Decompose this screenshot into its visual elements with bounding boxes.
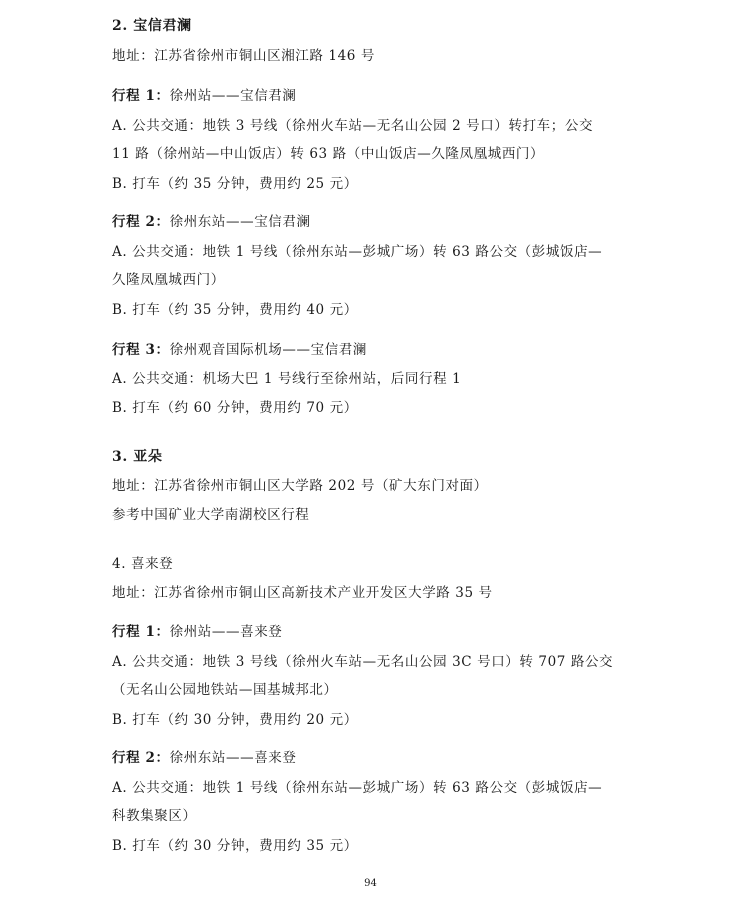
route-line: 11 路（徐州站—中山饭店）转 63 路（中山饭店—久隆凤凰城西门） xyxy=(112,146,545,162)
route-heading xyxy=(112,213,652,231)
section-heading-baoxin: 2. 宝信君澜 xyxy=(112,18,192,34)
route-name: 徐州站——宝信君澜 xyxy=(169,88,297,104)
route-name: 徐州东站——宝信君澜 xyxy=(169,214,311,230)
route-heading xyxy=(112,623,652,641)
route-line: A. 公共交通：地铁 3 号线（徐州火车站—无名山公园 2 号口）转打车；公交 xyxy=(112,118,594,134)
route-name: 徐州观音国际机场——宝信君澜 xyxy=(169,342,367,358)
route-line: 久隆凤凰城西门） xyxy=(112,272,225,288)
address-baoxin: 地址：江苏省徐州市铜山区湘江路 146 号 xyxy=(112,48,375,64)
address-sheraton: 地址：江苏省徐州市铜山区高新技术产业开发区大学路 35 号 xyxy=(112,585,493,601)
route-line: B. 打车（约 60 分钟，费用约 70 元） xyxy=(112,400,358,416)
page-number: 94 xyxy=(364,878,377,889)
route-line: （无名山公园地铁站—国基城邦北） xyxy=(112,682,338,698)
address-atour: 地址：江苏省徐州市铜山区大学路 202 号（矿大东门对面） xyxy=(112,478,488,494)
route-line: B. 打车（约 35 分钟，费用约 40 元） xyxy=(112,302,358,318)
route-label: 行程 1： xyxy=(112,624,170,640)
route-label: 行程 1： xyxy=(112,88,170,104)
route-line: 科教集聚区） xyxy=(112,808,197,824)
route-heading xyxy=(112,341,652,359)
route-label: 行程 2： xyxy=(112,214,170,230)
route-line: A. 公共交通：机场大巴 1 号线行至徐州站，后同行程 1 xyxy=(112,371,462,387)
route-line: B. 打车（约 30 分钟，费用约 20 元） xyxy=(112,712,358,728)
route-name: 徐州站——喜来登 xyxy=(169,624,283,640)
route-line: B. 打车（约 35 分钟，费用约 25 元） xyxy=(112,176,358,192)
route-label: 行程 2： xyxy=(112,750,170,766)
route-heading xyxy=(112,749,652,767)
route-line: B. 打车（约 30 分钟，费用约 35 元） xyxy=(112,838,358,854)
route-line: A. 公共交通：地铁 1 号线（徐州东站—彭城广场）转 63 路公交（彭城饭店— xyxy=(112,244,603,260)
route-line: A. 公共交通：地铁 3 号线（徐州火车站—无名山公园 3C 号口）转 707 路公交 xyxy=(112,654,614,670)
section-heading-sheraton: 4. 喜来登 xyxy=(112,556,174,572)
reference-note: 参考中国矿业大学南湖校区行程 xyxy=(112,507,310,523)
route-heading xyxy=(112,87,652,105)
route-name: 徐州东站——喜来登 xyxy=(169,750,297,766)
route-label: 行程 3： xyxy=(112,342,170,358)
route-line: A. 公共交通：地铁 1 号线（徐州东站—彭城广场）转 63 路公交（彭城饭店— xyxy=(112,780,603,796)
section-heading-atour: 3. 亚朵 xyxy=(112,449,163,465)
